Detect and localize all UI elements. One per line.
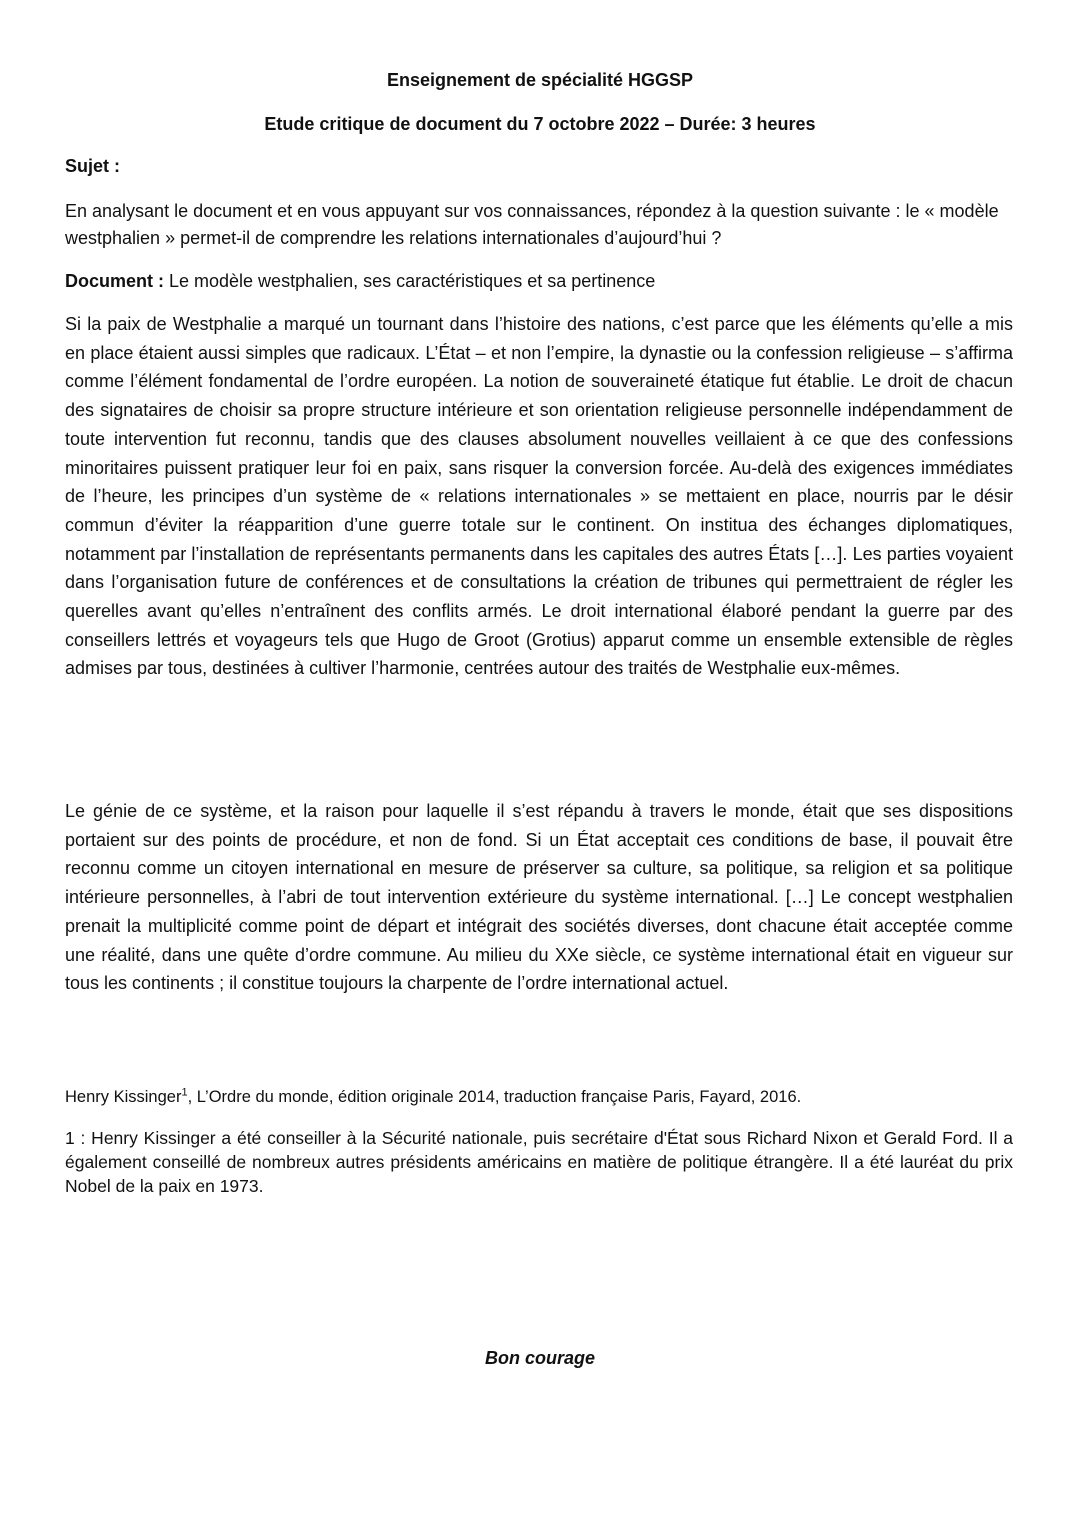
document-paragraph-2: Le génie de ce système, et la raison pour laquelle il s’est répandu à travers le monde, était que ses dispositions portaient sur des points de procédure, et non de fond. Si un État acceptait ces conditions de base, il pouvait être reconnu comme un citoyen international en mesure de préserver sa culture, sa politique, sa religion et sa politique intérieure personnelles, à l’abri de tout intervention extérieure du système international. […] Le concept westphalien prenait la multiplicité comme point de départ et intégrait des sociétés diverses, dont chacune était acceptée comme une réalité, dans une quête d’ordre commune. Au milieu du XXe siècle, ce système international était en vigueur sur tous les continents ; il constitue toujours la charpente de l’ordre international actuel. — [65, 801, 1013, 994]
exam-subtitle: Etude critique de document du 7 octobre 2022 – Durée: 3 heures — [264, 114, 816, 134]
source-details: , L’Ordre du monde, édition originale 2014, traduction française Paris, Fayard, 2016. — [187, 1088, 802, 1106]
closing-message: Bon courage — [484, 1348, 595, 1368]
subject-label: Sujet : — [65, 156, 121, 176]
page-title: Enseignement de spécialité HGGSP — [386, 70, 694, 90]
document-label: Document : — [65, 271, 164, 291]
footnote-reference: 1 — [181, 1086, 188, 1099]
subject-question: En analysant le document et en vous appuyant sur vos connaissances, répondez à la question suivante : le « modèle westphalien » permet-il de comprendre les relations internationales d’aujourd’hui ? — [65, 201, 999, 248]
source-author: Henry Kissinger — [65, 1088, 182, 1106]
footnote: 1 : Henry Kissinger a été conseiller à la Sécurité nationale, puis secrétaire d'État sous Richard Nixon et Gerald Ford. Il a également conseillé de nombreux autres présidents américains en matière de politique étrangère. Il a été lauréat du prix Nobel de la paix en 1973. — [65, 1128, 1013, 1196]
document-heading — [65, 269, 1015, 293]
source-citation — [65, 1085, 1015, 1109]
document-paragraph-1: Si la paix de Westphalie a marqué un tournant dans l’histoire des nations, c’est parce que les éléments qu’elle a mis en place étaient aussi simples que radicaux. L’État – et non l’empire, la dynastie ou la confession religieuse – s’affirma comme l’élément fondamental de l’ordre européen. La notion de souveraineté étatique fut établie. Le droit de chacun des signataires de choisir sa propre structure intérieure et son orientation religieuse personnelle indépendamment de toute intervention fut reconnu, tandis que des clauses absolument nouvelles veillaient à ce que des confessions minoritaires puissent pratiquer leur foi en paix, sans risquer la conversion forcée. Au-delà des exigences immédiates de l’heure, les principes d’un système de « relations internationales » se mettaient en place, nourris par le désir commun d’éviter la réapparition d’une guerre totale sur le continent. On institua des échanges diplomatiques, notamment par l’installation de représentants permanents dans les capitales des autres États […]. Les parties voyaient dans l’organisation future de conférences et de consultations la création de tribunes qui permettraient de régler les querelles avant qu’elles n’entraînent des conflits armés. Le droit international élaboré pendant la guerre par des conseillers lettrés et voyageurs tels que Hugo de Groot (Grotius) apparut comme un ensemble extensible de règles admises par tous, destinées à cultiver l’harmonie, centrées autour des traités de Westphalie eux-mêmes. — [65, 314, 1013, 679]
document-title: Le modèle westphalien, ses caractéristiques et sa pertinence — [164, 271, 656, 291]
